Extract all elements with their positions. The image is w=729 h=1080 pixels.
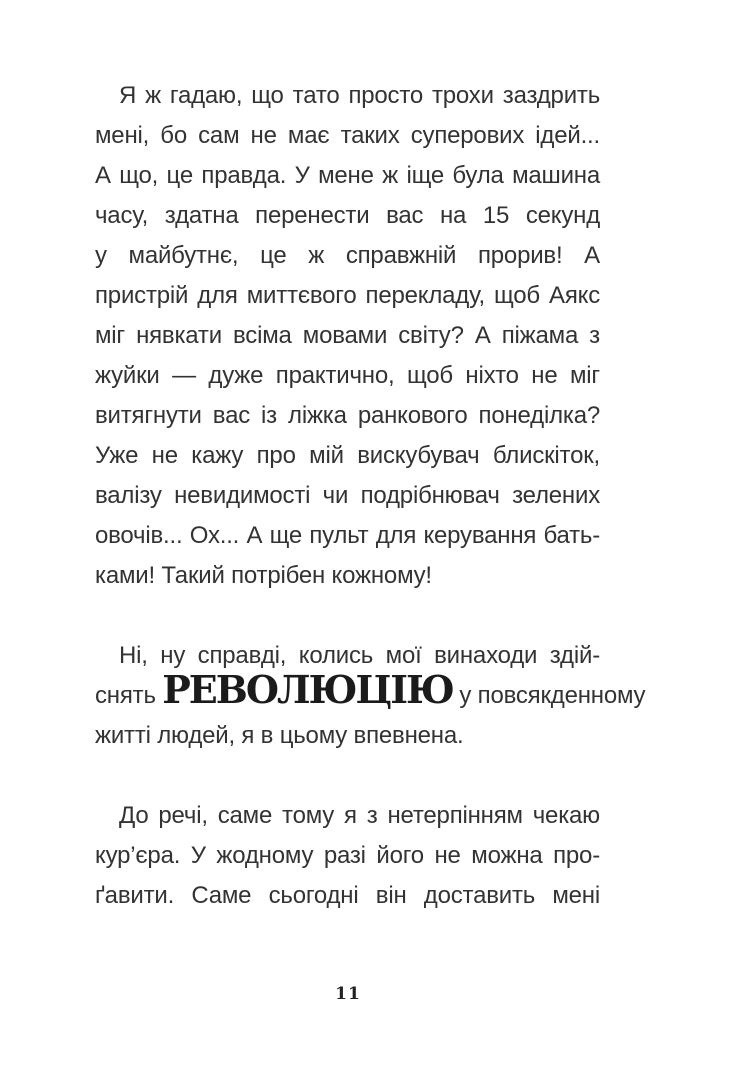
text-line: витягнути вас із ліжка ранкового понеділка?	[95, 402, 600, 429]
text-line: овочів... Ох... А ще пульт для керування бать-	[95, 522, 600, 549]
text-line: Уже не кажу про мій вискубувач блискіток,	[95, 442, 600, 469]
text-line: А що, це правда. У мене ж іще була машина	[95, 162, 600, 189]
text-line: у майбутнє, це ж справжній прорив! А	[95, 242, 600, 269]
text-line: житті людей, я в цьому впевнена.	[95, 722, 464, 749]
text-segment: у повсякденному	[459, 682, 646, 709]
paragraph-2	[95, 636, 646, 756]
text-line-with-display-word	[95, 667, 646, 716]
text-segment: снять	[95, 682, 156, 709]
page-number: 11	[335, 984, 361, 1004]
text-line: валізу невидимості чи подрібнювач зелених	[95, 482, 600, 509]
text-line: мені, бо сам не має таких суперових ідей...	[95, 122, 600, 149]
text-line: До речі, саме тому я з нетерпінням чекаю	[119, 802, 600, 829]
text-line: кур’єра. У жодному разі його не можна про-	[95, 842, 600, 869]
paragraph-3	[95, 796, 600, 916]
text-line: Ні, ну справді, колись мої винаходи здій-	[119, 642, 600, 669]
text-line: часу, здатна перенести вас на 15 секунд	[95, 202, 600, 229]
text-line: Я ж гадаю, що тато просто трохи заздрить	[119, 82, 600, 109]
text-line: міг нявкати всіма мовами світу? А піжама з	[95, 322, 600, 349]
text-line: ками! Такий потрібен кожному!	[95, 562, 432, 589]
text-line: жуйки — дуже практично, щоб ніхто не міг	[95, 362, 600, 389]
display-word-revolution: РЕВОЛЮЦІЮ	[162, 667, 453, 712]
paragraph-1	[95, 76, 600, 596]
text-line: пристрій для миттєвого перекладу, щоб Аякс	[95, 282, 600, 309]
text-line: ґавити. Саме сьогодні він доставить мені	[95, 882, 600, 909]
body-text	[95, 76, 646, 956]
